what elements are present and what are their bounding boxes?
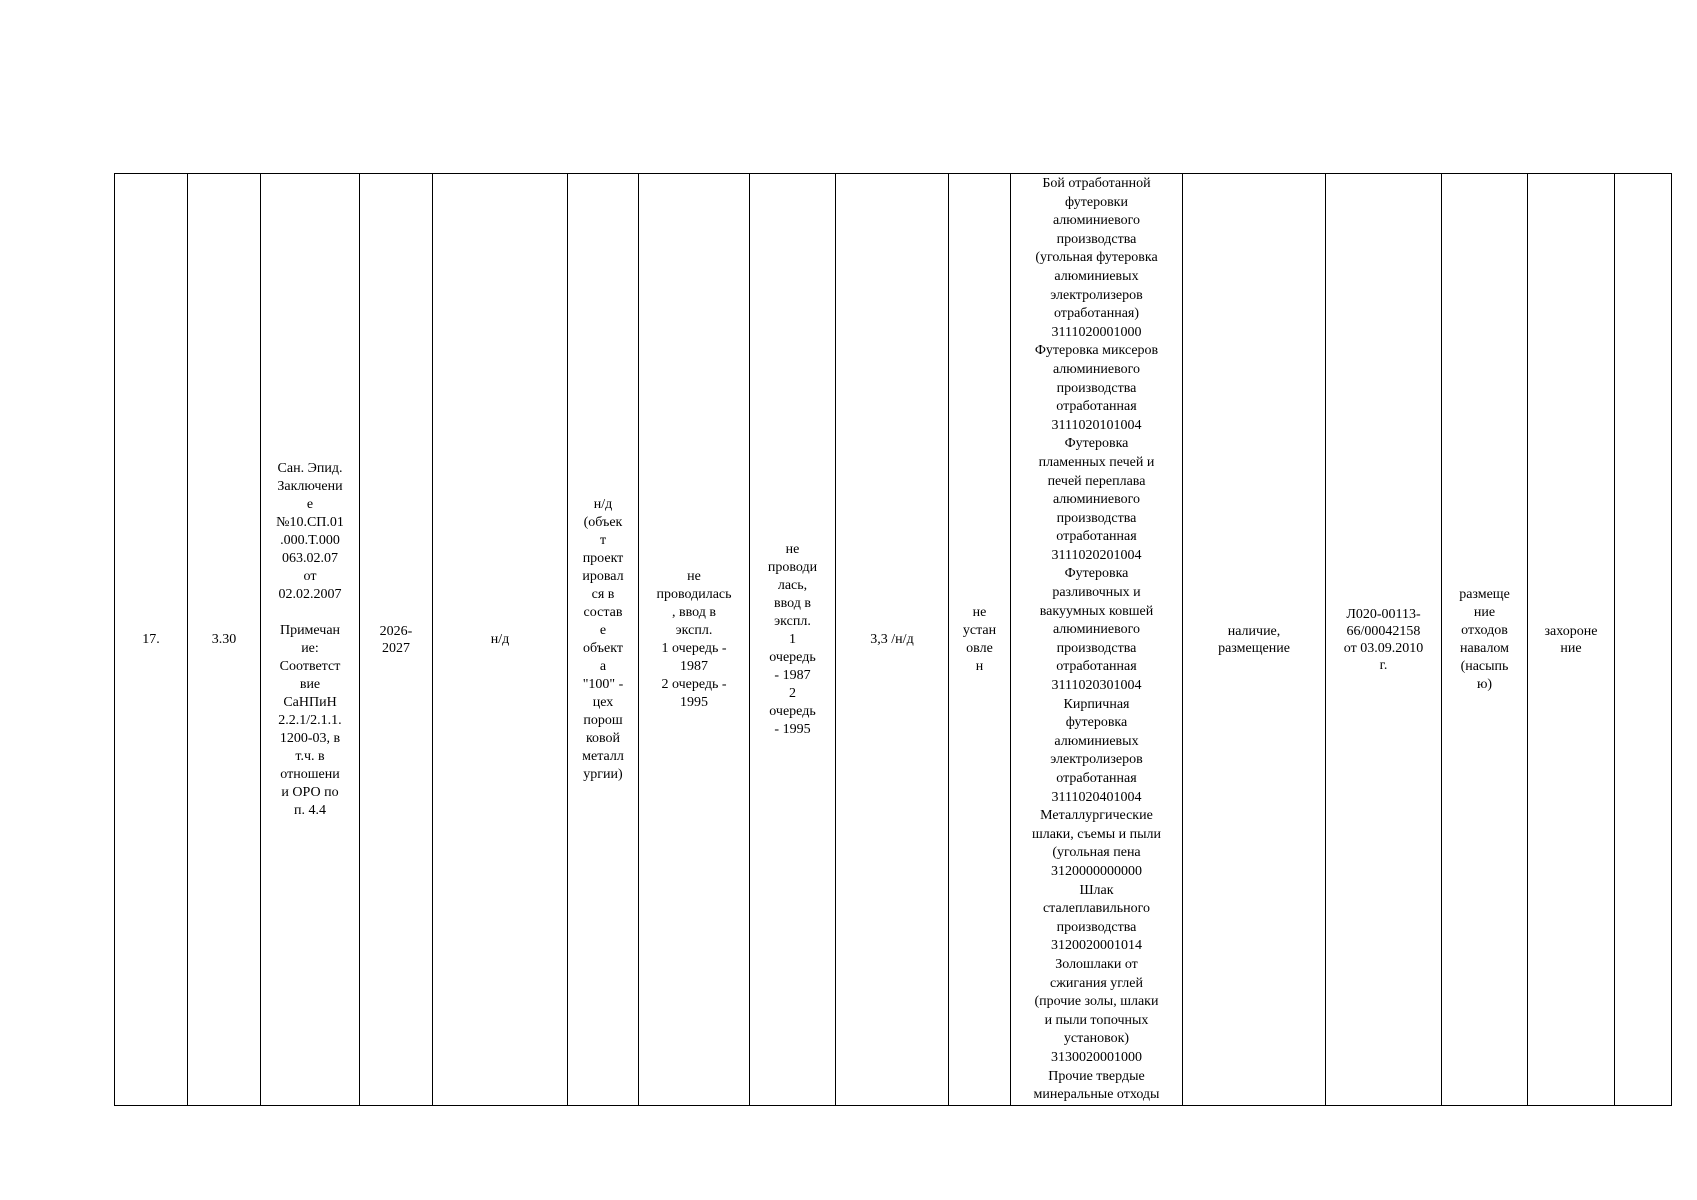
table-row (115, 174, 1672, 1106)
cell-commissioning (639, 174, 750, 1106)
cell-waste-types (1011, 174, 1183, 1106)
status-text: наличие, размещение (1218, 623, 1290, 656)
cell-project-note (568, 174, 639, 1106)
cell-period (360, 174, 433, 1106)
commissioning-text: не проводилась , ввод в экспл. 1 очередь - 1987 2 очередь - 1995 (656, 568, 732, 710)
cell-no-data (433, 174, 568, 1106)
project-note-text: н/д (объек т проект ировал ся в состав е объект а "100" - цех порош ковой металл ургии) (582, 496, 624, 782)
license-register-table (114, 173, 1672, 1106)
area-text: 3,3 /н/д (870, 632, 914, 647)
row-number-text: 17. (142, 632, 160, 647)
cell-placement-method (1442, 174, 1528, 1106)
placement-method-text: размеще ние отходов навалом (насыпь ю) (1459, 586, 1510, 692)
cell-disposal (1528, 174, 1615, 1106)
cell-item-code (188, 174, 261, 1106)
cell-area (836, 174, 949, 1106)
disposal-text: захороне ние (1544, 623, 1598, 656)
cell-license (1326, 174, 1442, 1106)
cell-empty (1615, 174, 1672, 1106)
cell-not-established (949, 174, 1011, 1106)
period-text: 2026- 2027 (379, 623, 413, 656)
sanitary-conclusion-text: Сан. Эпид. Заключени е №10.СП.01 .000.Т.000 063.02.07 от 02.02.2007 Примечан ие: Соответст вие СаНПиН 2.2.1/2.1.1. 1200-03, в т.ч. в отношени и ОРО по п. 4.4 (276, 460, 344, 818)
waste-types-text: Бой отработанной футеровки алюминиевого производства (угольная футеровка алюминиевых электролизеров отработанная) 3111020001000 Футеровка миксеров алюминиевого производства отработанная 3111020101004 Футеровка пламенных печей и печей переплава алюминиевого производства отработанная 3111020201004 Футеровка разливочных и вакуумных ковшей алюминиевого производства отработанная 3111020301004 Кирпичная футеровка алюминиевых электролизеров отработанная 3111020401004 Металлургические шлаки, съемы и пыли (угольная пена 3120000000000 Шлак сталеплавильного производства 3120020001014 Золошлаки от сжигания углей (прочие золы, шлаки и пыли топочных установок) 3130020001000 Прочие твердые минеральные отходы (1031, 176, 1162, 1103)
not-established-text: не устан овле н (962, 604, 997, 674)
no-data-text: н/д (490, 632, 510, 647)
item-code-text: 3.30 (211, 632, 237, 647)
commissioning-2-text: не проводи лась, ввод в экспл. 1 очередь - 1987 2 очередь - 1995 (767, 541, 818, 737)
cell-row-number (115, 174, 188, 1106)
license-text: Л020-00113- 66/00042158 от 03.09.2010 г. (1343, 606, 1424, 673)
cell-commissioning-2 (750, 174, 836, 1106)
cell-sanitary-conclusion (261, 174, 360, 1106)
cell-status (1183, 174, 1326, 1106)
